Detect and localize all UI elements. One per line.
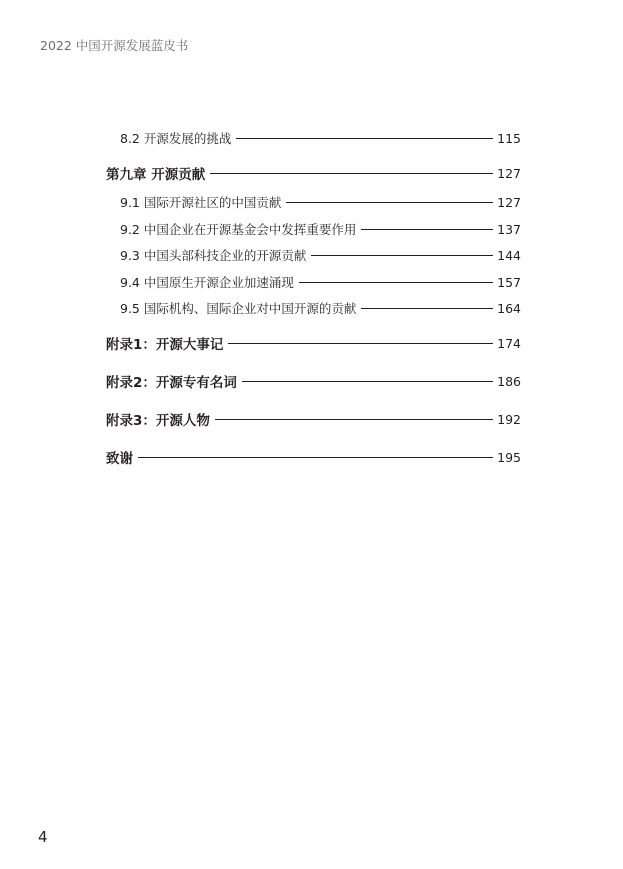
toc-entry-page: 127 [497, 194, 521, 210]
leader-line [228, 343, 493, 344]
toc-entry-page: 186 [497, 373, 521, 389]
toc-entry-page: 157 [497, 274, 521, 290]
leader-line [215, 419, 493, 420]
toc-entry-label: 9.3 中国头部科技企业的开源贡献 [120, 248, 307, 263]
toc-entry[interactable] [120, 298, 521, 318]
toc-entry-page: 137 [497, 221, 521, 237]
toc-entry[interactable] [120, 192, 521, 212]
toc-entry-label: 附录1：开源大事记 [106, 337, 224, 353]
leader-line [361, 308, 493, 309]
toc-entry[interactable] [120, 272, 521, 292]
toc-entry[interactable] [106, 447, 521, 467]
leader-line [236, 138, 493, 139]
toc-entry-page: 195 [497, 449, 521, 465]
toc-entry-label: 9.2 中国企业在开源基金会中发挥重要作用 [120, 222, 357, 237]
leader-line [242, 381, 493, 382]
leader-line [210, 173, 493, 174]
toc-entry-label: 9.4 中国原生开源企业加速涌现 [120, 275, 294, 290]
toc-entry-label: 附录3：开源人物 [106, 413, 210, 429]
toc-entry[interactable] [120, 219, 521, 239]
leader-line [286, 202, 493, 203]
toc-entry-label: 8.2 开源发展的挑战 [120, 131, 232, 146]
toc-entry-label: 9.1 国际开源社区的中国贡献 [120, 195, 282, 210]
toc-entry[interactable] [106, 333, 521, 353]
toc-entry-page: 127 [497, 165, 521, 181]
leader-line [361, 229, 493, 230]
leader-line [138, 457, 493, 458]
toc-entry-page: 192 [497, 411, 521, 427]
running-header: 2022 中国开源发展蓝皮书 [40, 38, 189, 53]
toc-entry-label: 附录2：开源专有名词 [106, 375, 237, 391]
toc-entry-page: 115 [497, 130, 521, 146]
toc-entry[interactable] [120, 128, 521, 148]
toc-entry-page: 144 [497, 247, 521, 263]
toc-entry[interactable] [106, 371, 521, 391]
toc-entry-page: 164 [497, 300, 521, 316]
toc-entry[interactable] [106, 163, 521, 183]
leader-line [311, 255, 493, 256]
toc-entry-label: 9.5 国际机构、国际企业对中国开源的贡献 [120, 301, 357, 316]
page-number: 4 [38, 828, 48, 846]
toc-entry-page: 174 [497, 335, 521, 351]
toc-entry[interactable] [120, 245, 521, 265]
toc-entry[interactable] [106, 409, 521, 429]
toc-entry-label: 第九章 开源贡献 [106, 167, 206, 183]
leader-line [299, 282, 493, 283]
toc-entry-label: 致谢 [106, 451, 133, 467]
